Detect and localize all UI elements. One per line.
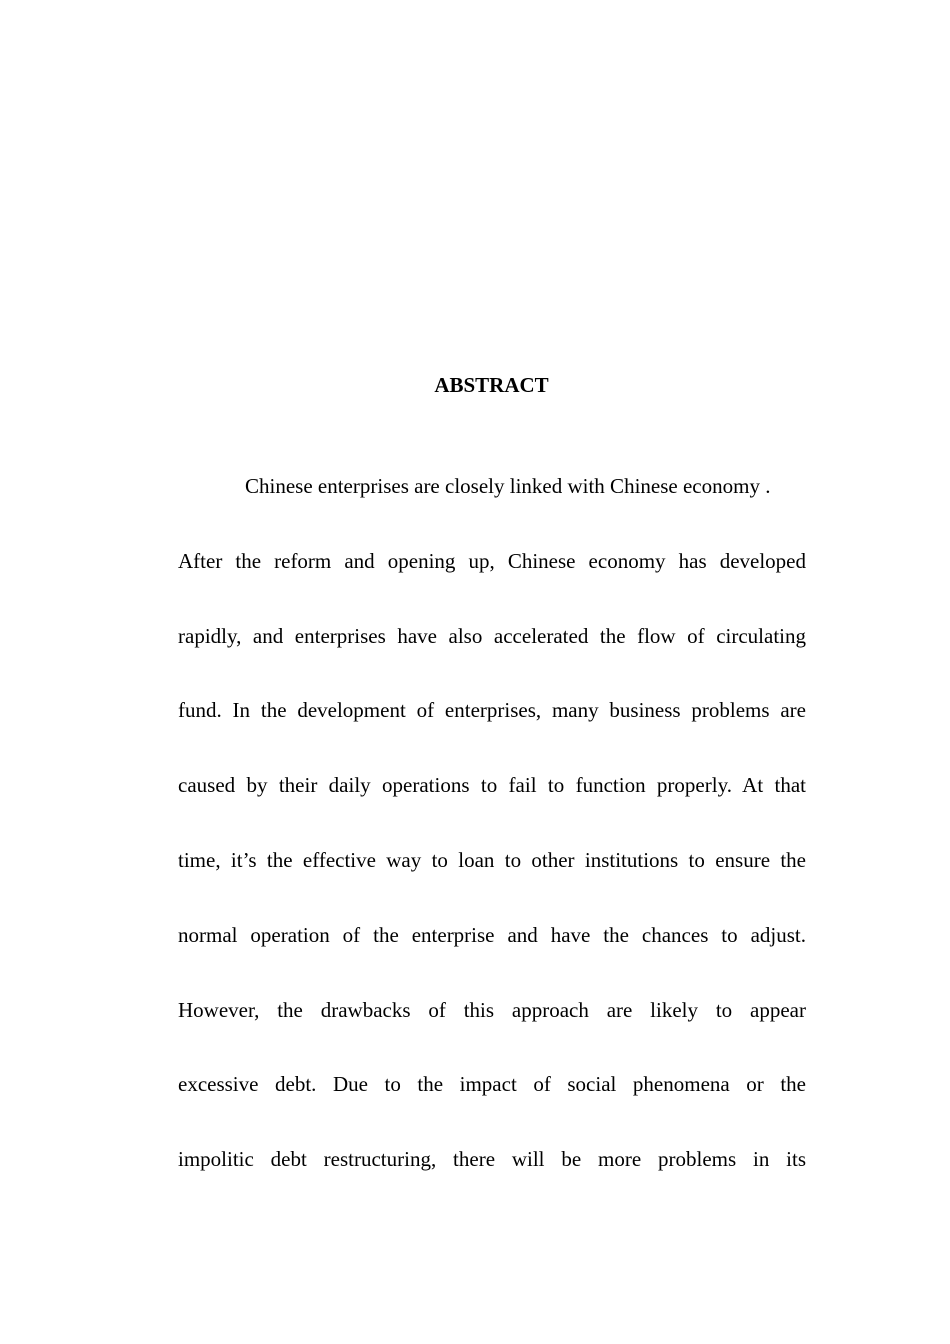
abstract-line: rapidly, and enterprises have also accelerated the flow of circulating <box>178 623 806 648</box>
abstract-line: impolitic debt restructuring, there will be more problems in its <box>178 1147 806 1172</box>
abstract-line: normal operation of the enterprise and have the chances to adjust. <box>178 922 806 947</box>
abstract-line: After the reform and opening up, Chinese economy has developed <box>178 548 806 573</box>
abstract-line: excessive debt. Due to the impact of social phenomena or the <box>178 1072 806 1097</box>
abstract-line: fund. In the development of enterprises, many business problems are <box>178 698 806 723</box>
abstract-line: However, the drawbacks of this approach are likely to appear <box>178 997 806 1022</box>
abstract-heading: ABSTRACT <box>434 373 549 397</box>
abstract-line: time, it’s the effective way to loan to other institutions to ensure the <box>178 847 806 872</box>
abstract-line: caused by their daily operations to fail to function properly. At that <box>178 773 806 798</box>
abstract-body <box>178 449 806 1197</box>
abstract-line: Chinese enterprises are closely linked with Chinese economy . <box>245 474 771 498</box>
